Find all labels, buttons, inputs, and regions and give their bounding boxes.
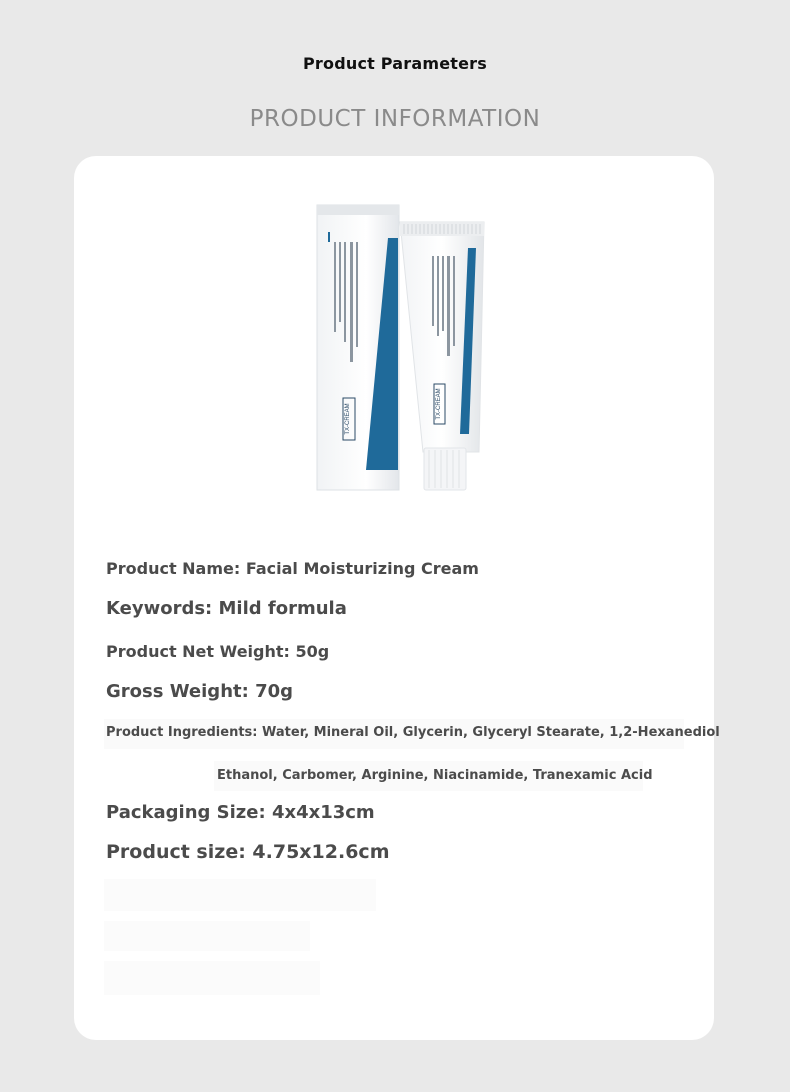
product-net-weight: Product Net Weight: 50g (106, 642, 330, 661)
product-size: Product size: 4.75x12.6cm (106, 841, 390, 863)
product-card (74, 156, 720, 1040)
product-name: Product Name: Facial Moisturizing Cream (106, 559, 479, 578)
blank-placeholder (104, 961, 320, 995)
product-ingredients: Product Ingredients: Water, Mineral Oil, Glycerin, Glyceryl Stearate, 1,2-Hexanediol (104, 719, 684, 749)
product-ingredients-continued: Ethanol, Carbomer, Arginine, Niacinamide, Tranexamic Acid (214, 761, 643, 791)
product-gross-weight: Gross Weight: 70g (106, 681, 294, 702)
subtitle-wrapper (0, 104, 790, 129)
page-subtitle: PRODUCT INFORMATION (249, 106, 541, 129)
box-graphic (317, 205, 399, 490)
blank-placeholder (104, 921, 310, 951)
tube-label: TX-CREAM (436, 388, 442, 420)
tube-graphic (400, 222, 484, 490)
box-label: TX-CREAM (345, 403, 351, 435)
page-title: Product Parameters (303, 54, 487, 73)
blank-placeholder (104, 879, 376, 911)
packaging-size: Packaging Size: 4x4x13cm (106, 802, 375, 823)
product-image (316, 202, 492, 494)
product-keywords: Keywords: Mild formula (106, 598, 347, 619)
